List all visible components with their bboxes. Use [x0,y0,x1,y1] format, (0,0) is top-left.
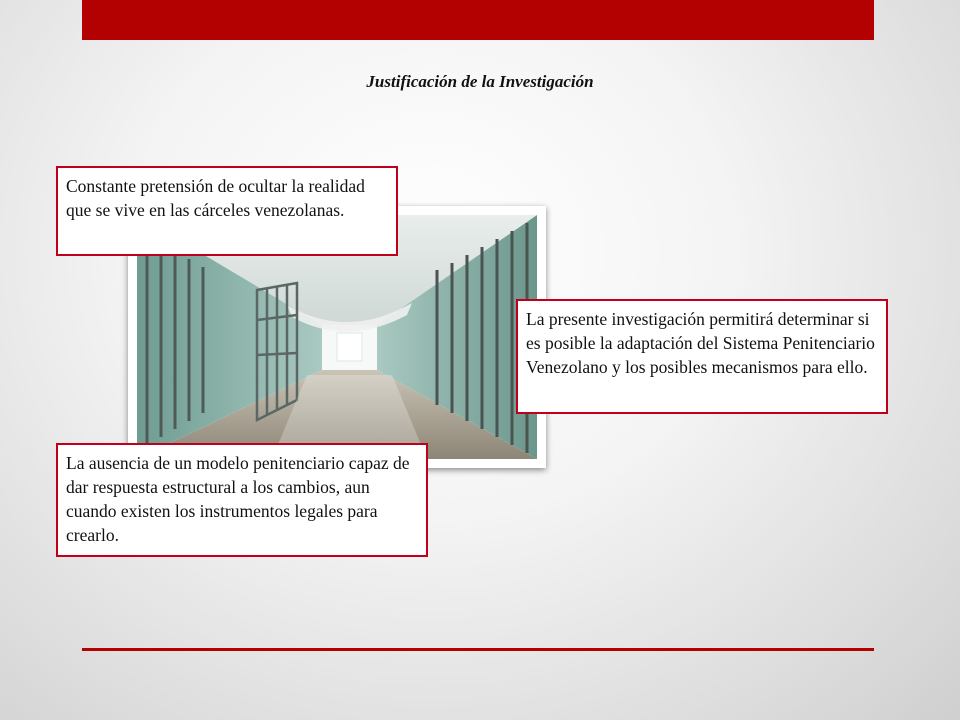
justification-box-model-absence: La ausencia de un modelo penitenciario capaz de dar respuesta estructural a los cambios, aun cuando existen los instrumentos legales para crearlo. [56,443,428,557]
top-accent-bar [82,0,874,40]
justification-box-research-scope: La presente investigación permitirá determinar si es posible la adaptación del Sistema Penitenciario Venezolano y los posibles mecanismos para ello. [516,299,888,414]
bottom-accent-line [82,648,874,651]
justification-box-concealment: Constante pretensión de ocultar la realidad que se vive en las cárceles venezolanas. [56,166,398,256]
slide-title: Justificación de la Investigación [366,72,594,91]
